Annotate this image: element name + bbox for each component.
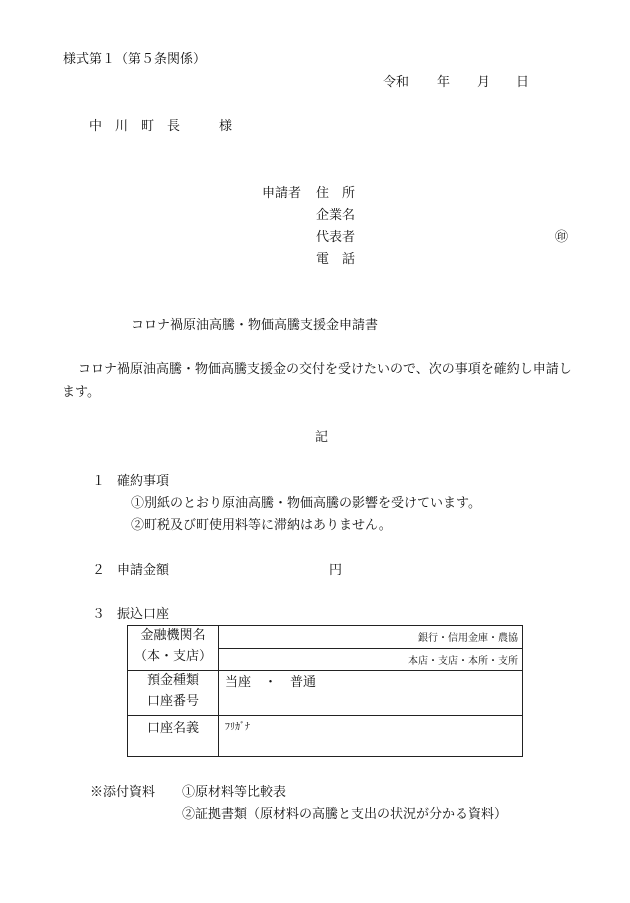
amount-unit: 円 [329, 563, 343, 578]
account-holder-field[interactable] [219, 716, 523, 757]
attachments-label: ※添付資料 [90, 785, 156, 800]
section-1-number: １ [92, 474, 106, 489]
institution-label-cell [128, 626, 219, 671]
account-type-label-cell [128, 671, 219, 716]
account-type-field[interactable] [219, 671, 523, 716]
applicant-phone: 電 話 [316, 252, 356, 267]
account-type-options: 当座 ・ 普通 [225, 675, 317, 690]
attachment-item-2: ②証拠書類（原材料の高騰と支出の状況が分かる資料） [182, 807, 508, 822]
form-label: 様式第１（第５条関係） [63, 52, 207, 67]
commitment-item-2: ②町税及び町使用料等に滞納はありません。 [131, 518, 392, 533]
applicant-representative: 代表者 [316, 230, 356, 245]
branch-name-field[interactable] [219, 648, 523, 671]
attachment-item-1: ①原材料等比較表 [182, 785, 287, 800]
branch-type-options: 本店・支店・本所・支所 [408, 655, 518, 667]
date-era: 令和 [383, 75, 410, 90]
commitment-item-1: ①別紙のとおり原油高騰・物価高騰の影響を受けています。 [131, 496, 481, 511]
institution-label: 金融機関名 [140, 628, 206, 643]
section-3-label: 振込口座 [117, 607, 170, 622]
applicant-company: 企業名 [316, 208, 356, 223]
institution-name-field[interactable] [219, 626, 523, 649]
document-title: コロナ禍原油高騰・物価高騰支援金申請書 [131, 318, 379, 333]
seal-mark: ㊞ [555, 230, 569, 245]
furigana-label: ﾌﾘｶﾞﾅ [225, 722, 250, 733]
addressee: 中 川 町 長 様 [89, 119, 233, 134]
date-year: 年 [437, 75, 451, 90]
bank-account-table [127, 625, 523, 757]
institution-type-options: 銀行・信用金庫・農協 [418, 633, 518, 644]
account-holder-label-cell [128, 716, 219, 757]
applicant-heading: 申請者 [262, 186, 302, 201]
intro-line-1: コロナ禍原油高騰・物価高騰支援金の交付を受けたいので、次の事項を確約し申請し [78, 362, 572, 377]
account-number-label: 口座番号 [146, 693, 199, 709]
date-month: 月 [477, 75, 491, 90]
section-3-number: ３ [92, 607, 106, 622]
section-1-label: 確約事項 [117, 474, 170, 489]
ki-heading: 記 [315, 430, 329, 445]
applicant-address: 住 所 [316, 186, 356, 201]
section-2-label: 申請金額 [117, 563, 170, 578]
date-day: 日 [516, 75, 530, 90]
account-holder-label: 口座名義 [146, 721, 199, 736]
section-2-number: ２ [92, 563, 106, 578]
institution-branch-label: （本・支店） [133, 648, 212, 664]
intro-line-2: ます。 [62, 385, 100, 400]
account-type-label: 預金種類 [146, 673, 199, 688]
